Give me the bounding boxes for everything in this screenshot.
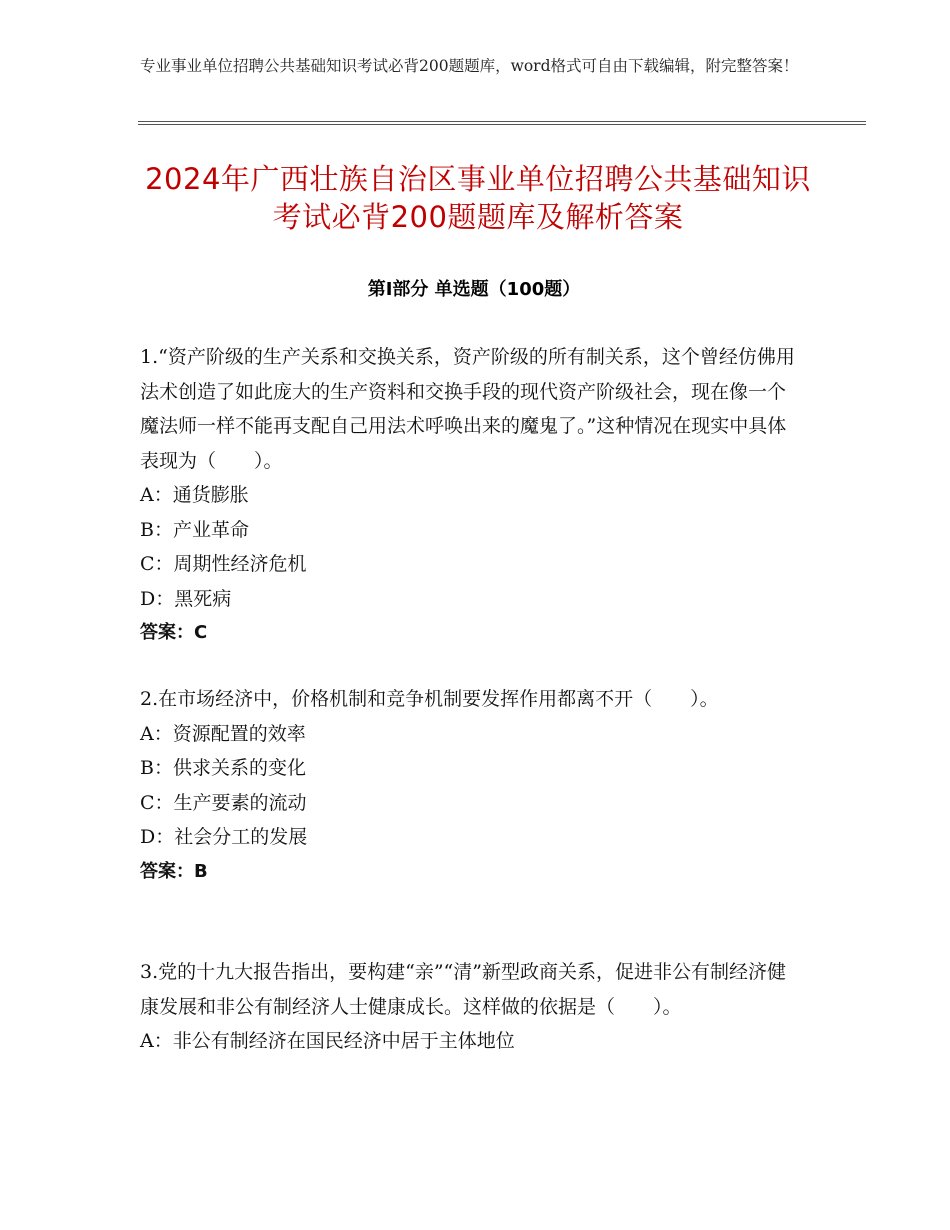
question-3 (140, 955, 802, 1059)
option-b: B：供求关系的变化 (140, 757, 306, 779)
answer-label: 答案：B (140, 860, 208, 882)
option-c: C：周期性经济危机 (140, 553, 307, 575)
answer-label: 答案：C (140, 622, 208, 643)
option-c: C：生产要素的流动 (140, 791, 307, 814)
header-note: 专业事业单位招聘公共基础知识考试必背200题题库，word格式可自由下载编辑，附完整答案！ (140, 57, 799, 75)
section-title: 第Ⅰ部分 单选题（100题） (367, 279, 581, 300)
option-a: A：资源配置的效率 (140, 722, 306, 745)
header-divider (138, 121, 866, 122)
question-2 (140, 682, 802, 889)
option-a: A：非公有制经济在国民经济中居于主体地位 (140, 1030, 515, 1052)
header-divider-secondary (138, 124, 866, 125)
option-d: D：社会分工的发展 (140, 826, 308, 848)
option-a: A：通货膨胀 (140, 484, 249, 506)
option-b: B：产业革命 (140, 518, 249, 541)
question-stem: 3.党的十九大报告指出，要构建“亲”“清”新型政商关系，促进非公有制经济健康发展和非公有制经济人士健康成长。这样做的依据是（ ）。 (140, 961, 786, 1018)
question-stem: 2.在市场经济中，价格机制和竞争机制要发挥作用都离不开（ ）。 (140, 688, 719, 710)
question-1 (140, 340, 802, 651)
question-stem: 1.“资产阶级的生产关系和交换关系，资产阶级的所有制关系，这个曾经仿佛用法术创造了如此庞大的生产资料和交换手段的现代资产阶级社会，现在像一个魔法师一样不能再支配自己用法术呼唤出来的魔鬼了。”这种情况在现实中具体表现为（ ）。 (140, 346, 795, 472)
document-title: 2024年广西壮族自治区事业单位招聘公共基础知识考试必背200题题库及解析答案 (145, 162, 811, 234)
option-d: D：黑死病 (140, 587, 232, 610)
